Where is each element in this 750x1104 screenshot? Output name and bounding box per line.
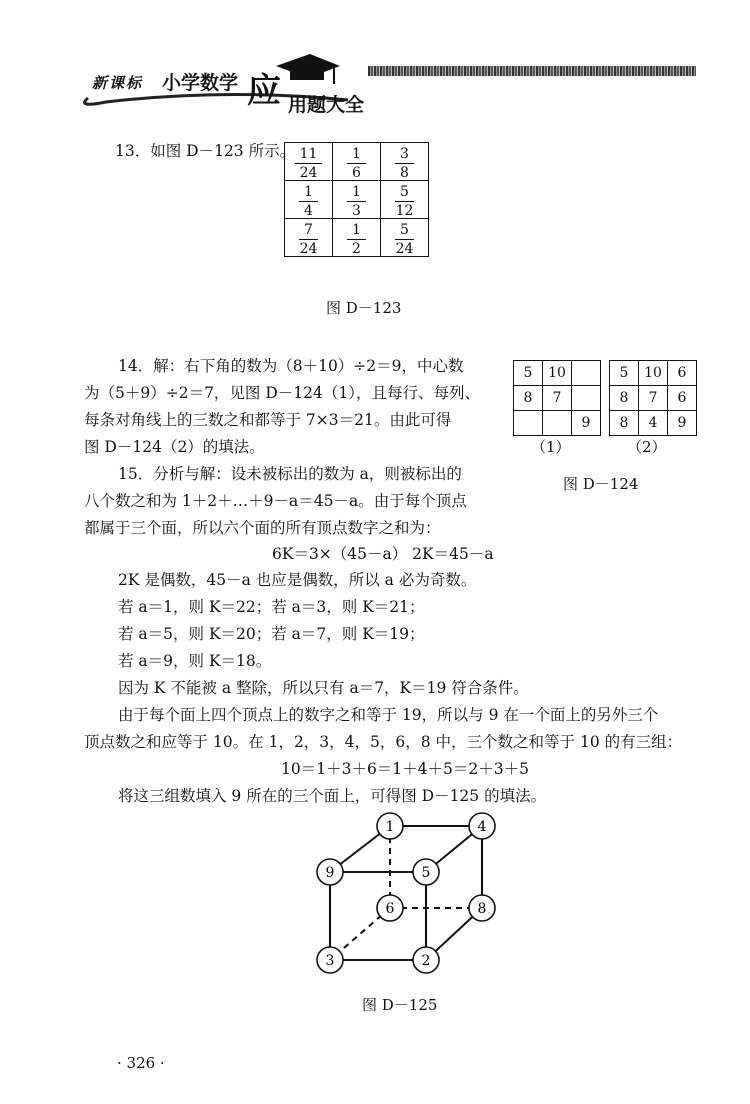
fraction [395, 223, 414, 256]
grid-cell: 5 [514, 361, 543, 386]
numerator: 5 [395, 185, 414, 202]
page-number: · 326 · [117, 1054, 165, 1072]
problem-14-line-4: 图 D－124（2）的填法。 [84, 438, 265, 456]
numerator: 7 [299, 223, 318, 240]
header-ying: 应 [247, 71, 281, 111]
problem-14-line-2: 为（5＋9）÷2＝7，见图 D－124（1），且每行、每列、 [84, 384, 480, 402]
problem-15-line-7: 若 a＝5，则 K＝20；若 a＝7，则 K＝19； [118, 625, 425, 643]
figure-caption-d123: 图 D－123 [326, 299, 402, 317]
grid-label-2: （2） [627, 438, 667, 456]
grid-cell [572, 386, 601, 411]
fraction-cell [381, 143, 429, 181]
denominator: 24 [395, 241, 414, 257]
fraction-grid [284, 142, 429, 257]
grid-cell: 5 [610, 361, 639, 386]
fraction-cell [333, 219, 381, 257]
grid-cell: 6 [668, 361, 697, 386]
denominator: 3 [352, 203, 361, 219]
fraction [299, 185, 318, 218]
problem-13-text: 13．如图 D－123 所示。 [115, 142, 296, 160]
header-rest: 用题大全 [288, 94, 365, 116]
header-bar [368, 66, 696, 76]
numerator: 5 [395, 223, 414, 240]
magic-square-partial [513, 360, 601, 436]
denominator: 24 [299, 165, 318, 181]
grid-cell: 8 [514, 386, 543, 411]
cube-vertex-label: 6 [385, 901, 395, 917]
denominator: 12 [395, 203, 414, 219]
grid-cell [572, 361, 601, 386]
problem-15-line-6: 若 a＝1，则 K＝22；若 a＝3，则 K＝21； [118, 598, 425, 616]
problem-15-line-8: 若 a＝9，则 K＝18。 [118, 652, 272, 670]
grid-cell: 8 [610, 386, 639, 411]
problem-14-line-3: 每条对角线上的三数之和都等于 7×3＝21。由此可得 [84, 411, 452, 429]
fraction-cell [381, 219, 429, 257]
problem-15-line-13: 将这三组数填入 9 所在的三个面上，可得图 D－125 的填法。 [118, 787, 547, 805]
cube-diagram [300, 804, 520, 984]
grid-cell: 10 [639, 361, 668, 386]
grid-cell: 7 [639, 386, 668, 411]
fraction [395, 185, 414, 218]
cube-vertex-label: 5 [421, 865, 431, 881]
cube-vertex-label: 1 [385, 819, 395, 835]
graduation-cap-icon [272, 50, 342, 94]
figure-caption-d124: 图 D－124 [563, 475, 639, 493]
fraction-cell [381, 181, 429, 219]
fraction-cell [285, 219, 333, 257]
grid-cell: 6 [668, 386, 697, 411]
problem-15-sum-equation: 10＝1＋3＋6＝1＋4＋5＝2＋3＋5 [281, 760, 529, 778]
grid-cell [543, 411, 572, 436]
grid-label-1: （1） [531, 438, 571, 456]
problem-15-line-1: 15．分析与解：设未被标出的数为 a，则被标出的 [118, 465, 462, 483]
cube-vertex-label: 4 [477, 819, 487, 835]
fraction [295, 147, 323, 180]
problem-15-line-5: 2K 是偶数，45－a 也应是偶数，所以 a 必为奇数。 [118, 571, 477, 589]
denominator: 2 [352, 241, 361, 257]
fraction [299, 223, 318, 256]
cube-vertex-label: 8 [477, 901, 487, 917]
denominator: 4 [304, 203, 313, 219]
problem-15-line-9: 因为 K 不能被 a 整除，所以只有 a＝7，K＝19 符合条件。 [118, 679, 529, 697]
fraction-cell [285, 181, 333, 219]
numerator: 11 [295, 147, 323, 164]
grid-cell: 9 [572, 411, 601, 436]
grid-cell: 9 [668, 411, 697, 436]
fraction-cell [285, 143, 333, 181]
numerator: 1 [347, 223, 366, 240]
problem-15-line-11: 顶点数之和应等于 10。在 1，2，3，4，5，6，8 中，三个数之和等于 10 的有三组： [84, 733, 683, 751]
problem-15-equation: 6K＝3×（45－a） 2K＝45－a [272, 545, 494, 563]
header-subject: 小学数学 [162, 72, 239, 94]
fraction [347, 185, 366, 218]
grid-cell: 8 [610, 411, 639, 436]
denominator: 8 [400, 165, 409, 181]
denominator: 24 [299, 241, 318, 257]
problem-15-line-10: 由于每个面上四个顶点上的数字之和等于 19，所以与 9 在一个面上的另外三个 [118, 706, 659, 724]
cube-vertex-label: 2 [421, 953, 431, 969]
fraction [347, 147, 366, 180]
problem-15-line-2: 八个数之和为 1＋2＋…＋9－a＝45－a。由于每个顶点 [84, 492, 467, 510]
fraction [395, 147, 414, 180]
problem-15-line-3: 都属于三个面，所以六个面的所有顶点数字之和为： [84, 519, 441, 537]
grid-cell: 4 [639, 411, 668, 436]
header-series: 新课标 [92, 74, 144, 92]
numerator: 3 [395, 147, 414, 164]
fraction [347, 223, 366, 256]
denominator: 6 [352, 165, 361, 181]
grid-cell: 10 [543, 361, 572, 386]
grid-cell [514, 411, 543, 436]
fraction-cell [333, 143, 381, 181]
grid-cell: 7 [543, 386, 572, 411]
numerator: 1 [347, 185, 366, 202]
problem-14-line-1: 14．解：右下角的数为（8＋10）÷2＝9，中心数 [118, 357, 464, 375]
magic-square-complete [609, 360, 697, 436]
cube-vertex-label: 9 [325, 865, 335, 881]
numerator: 1 [299, 185, 318, 202]
fraction-cell [333, 181, 381, 219]
numerator: 1 [347, 147, 366, 164]
figure-caption-d125: 图 D－125 [362, 996, 438, 1014]
cube-vertex-label: 3 [325, 953, 335, 969]
